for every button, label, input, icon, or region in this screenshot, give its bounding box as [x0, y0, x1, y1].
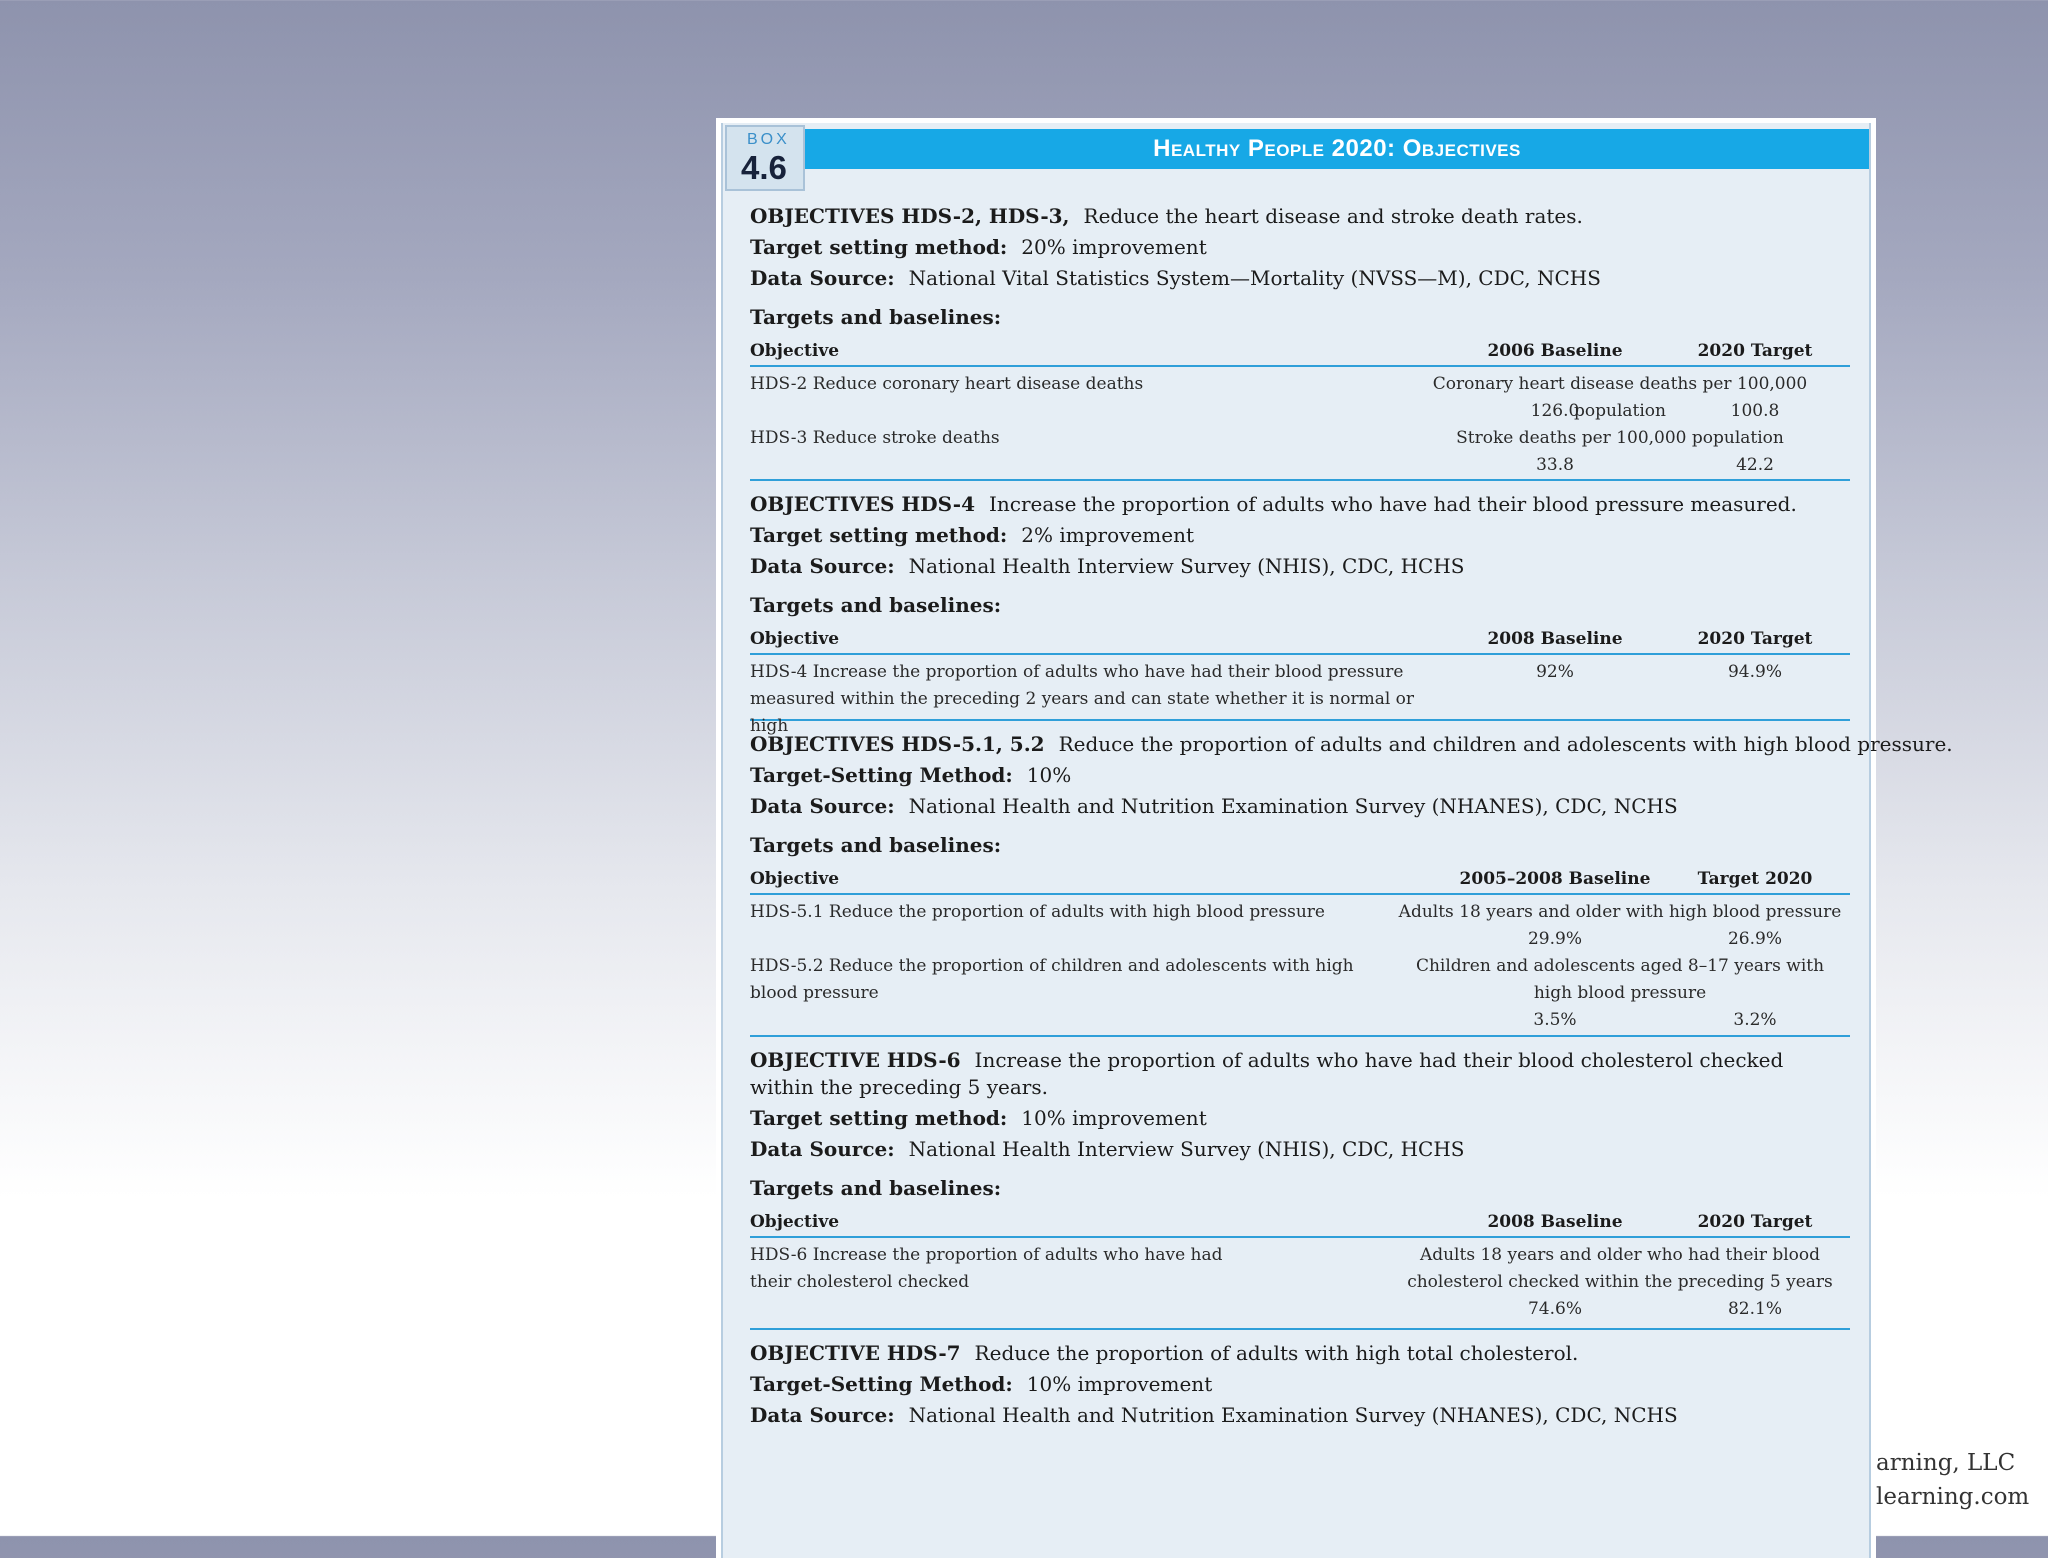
table-header — [750, 339, 1850, 367]
targets-baselines-label: Targets and baselines: — [750, 593, 1002, 617]
row-objective: HDS-5.1 Reduce the proportion of adults with high blood pressure — [750, 902, 1325, 922]
box-word: BOX — [747, 131, 790, 148]
method-label: Target-Setting Method: — [750, 763, 1013, 787]
source-label: Data Source: — [750, 554, 895, 578]
table-row — [750, 895, 1850, 949]
source-label: Data Source: — [750, 1403, 895, 1427]
section-hds-5 — [750, 729, 1953, 1037]
row-baseline: 74.6% — [1527, 1299, 1582, 1319]
method-value: 10% improvement — [1021, 1106, 1207, 1130]
targets-table — [750, 867, 1850, 1031]
row-measure: Coronary heart disease deaths per 100,000 population — [1432, 374, 1808, 421]
section-heading-text: Reduce the proportion of adults and children and adolescents with high blood pressure. — [1058, 732, 1953, 756]
source-value: National Health and Nutrition Examination Survey (NHANES), CDC, NCHS — [908, 794, 1678, 818]
section-heading: OBJECTIVES HDS-4 — [750, 492, 975, 516]
table-header — [750, 627, 1850, 655]
col-target: 2020 Target — [1697, 629, 1813, 649]
section-heading: OBJECTIVES HDS-5.1, 5.2 — [750, 732, 1045, 756]
targets-baselines-label: Targets and baselines: — [750, 1176, 1002, 1200]
section-hds-2-3 — [750, 201, 1850, 481]
method-label: Target setting method: — [750, 1106, 1008, 1130]
section-hds-6 — [750, 1045, 1850, 1330]
row-target: 100.8 — [1730, 401, 1780, 421]
section-heading: OBJECTIVE HDS-6 — [750, 1048, 961, 1072]
col-baseline: 2008 Baseline — [1487, 1212, 1623, 1232]
box-title: Healthy People 2020: Objectives — [805, 129, 1869, 169]
row-objective: HDS-4 Increase the proportion of adults who have had their blood pressure measured within the preceding 2 years and can state whether it is normal or high — [750, 662, 1415, 736]
section-heading-text: Increase the proportion of adults who have had their blood pressure measured. — [989, 492, 1797, 516]
source-label: Data Source: — [750, 1137, 895, 1161]
method-label: Target setting method: — [750, 235, 1008, 259]
box-content — [750, 201, 1953, 1431]
section-heading: OBJECTIVE HDS-7 — [750, 1341, 961, 1365]
row-baseline: 92% — [1536, 662, 1574, 682]
col-baseline: 2005–2008 Baseline — [1459, 869, 1651, 889]
row-baseline: 33.8 — [1536, 455, 1574, 475]
method-label: Target setting method: — [750, 523, 1008, 547]
table-row — [750, 1238, 1850, 1324]
targets-baselines-label: Targets and baselines: — [750, 833, 1002, 857]
section-heading-text: Reduce the proportion of adults with high total cholesterol. — [974, 1341, 1579, 1365]
row-target: 3.2% — [1733, 1010, 1777, 1030]
method-value: 2% improvement — [1021, 523, 1195, 547]
section-divider — [750, 1035, 1850, 1037]
col-objective: Objective — [750, 869, 840, 889]
section-heading-text: Increase the proportion of adults who have had their blood cholesterol checked within the preceding 5 years. — [750, 1048, 1784, 1099]
table-row — [750, 367, 1850, 421]
row-baseline: 29.9% — [1527, 929, 1582, 949]
copyright-line-2: learning.com — [1876, 1484, 2030, 1510]
col-objective: Objective — [750, 1212, 840, 1232]
row-measure: Adults 18 years and older with high blood pressure — [1398, 902, 1842, 922]
row-target: 94.9% — [1727, 662, 1782, 682]
method-value: 10% improvement — [1026, 1372, 1213, 1396]
table-header — [750, 1210, 1850, 1238]
method-label: Target-Setting Method: — [750, 1372, 1013, 1396]
source-value: National Health Interview Survey (NHIS), CDC, HCHS — [908, 1137, 1465, 1161]
section-heading: OBJECTIVES HDS-2, HDS-3, — [750, 204, 1070, 228]
section-hds-7 — [750, 1338, 1850, 1431]
col-objective: Objective — [750, 341, 840, 361]
method-value: 20% improvement — [1021, 235, 1207, 259]
box-number-tab — [725, 125, 805, 191]
targets-table — [750, 627, 1850, 736]
row-measure: Children and adolescents aged 8–17 years with high blood pressure — [1415, 956, 1825, 1003]
box-number: 4.6 — [741, 149, 787, 186]
source-label: Data Source: — [750, 794, 895, 818]
row-measure: Stroke deaths per 100,000 population — [1456, 428, 1784, 448]
section-heading-text: Reduce the heart disease and stroke death rates. — [1083, 204, 1583, 228]
section-divider — [750, 479, 1850, 481]
row-target: 26.9% — [1727, 929, 1782, 949]
method-value: 10% — [1026, 763, 1072, 787]
col-target: 2020 Target — [1697, 1212, 1813, 1232]
col-objective: Objective — [750, 629, 840, 649]
row-objective: HDS-5.2 Reduce the proportion of children and adolescents with high blood pressure — [750, 956, 1354, 1003]
source-label: Data Source: — [750, 266, 895, 290]
section-hds-4 — [750, 489, 1850, 736]
table-row — [750, 421, 1850, 475]
table-row — [750, 655, 1850, 736]
copyright-line-1: arning, LLC — [1876, 1450, 2016, 1476]
col-target: 2020 Target — [1697, 341, 1813, 361]
row-objective: HDS-3 Reduce stroke deaths — [750, 428, 1000, 448]
source-value: National Health and Nutrition Examination Survey (NHANES), CDC, NCHS — [908, 1403, 1678, 1427]
targets-table — [750, 1210, 1850, 1324]
row-objective: HDS-2 Reduce coronary heart disease deaths — [750, 374, 1144, 394]
row-baseline: 126.0 — [1530, 401, 1580, 421]
row-baseline: 3.5% — [1533, 1010, 1577, 1030]
source-value: National Health Interview Survey (NHIS), CDC, HCHS — [908, 554, 1465, 578]
source-value: National Vital Statistics System—Mortality (NVSS—M), CDC, NCHS — [908, 266, 1601, 290]
section-divider — [750, 1328, 1850, 1330]
row-measure: Adults 18 years and older who had their blood cholesterol checked within the preceding 5 years — [1407, 1245, 1833, 1292]
col-baseline: 2006 Baseline — [1487, 341, 1623, 361]
table-row — [750, 949, 1850, 1031]
col-target: Target 2020 — [1697, 869, 1813, 889]
row-objective: HDS-6 Increase the proportion of adults who have had their cholesterol checked — [750, 1245, 1223, 1292]
table-header — [750, 867, 1850, 895]
targets-table — [750, 339, 1850, 475]
row-target: 42.2 — [1736, 455, 1774, 475]
col-baseline: 2008 Baseline — [1487, 629, 1623, 649]
row-target: 82.1% — [1727, 1299, 1782, 1319]
targets-baselines-label: Targets and baselines: — [750, 305, 1002, 329]
